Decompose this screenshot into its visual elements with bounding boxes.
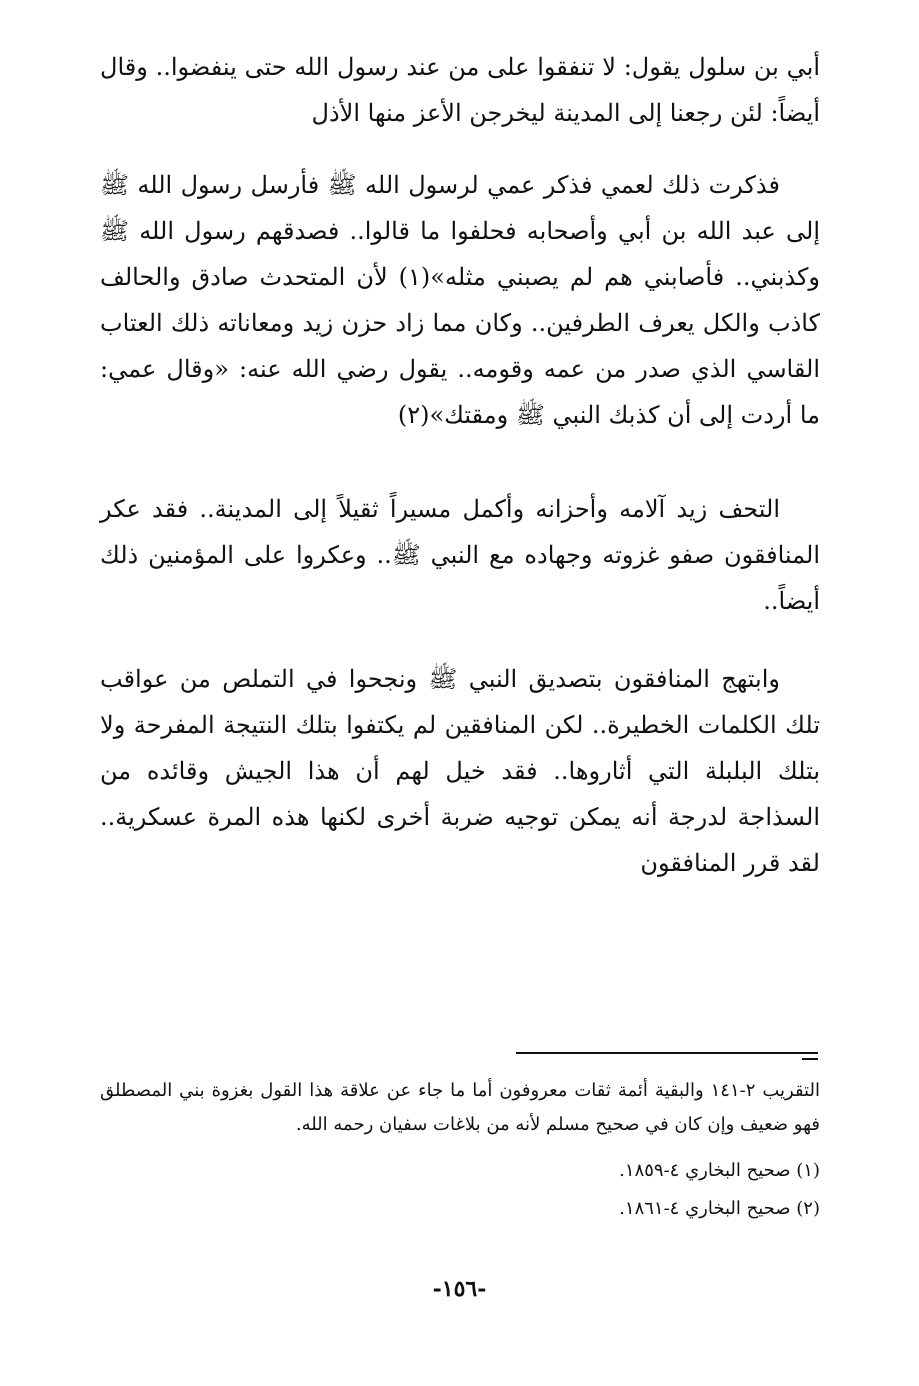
paragraph-1-text: أبي بن سلول يقول: لا تنفقوا على من عند رسول الله حتى ينفضوا.. وقال أيضاً: لئن رجعنا إلى المدينة ليخرجن الأعز منها الأذل bbox=[100, 53, 820, 127]
paragraph-2 bbox=[100, 162, 820, 438]
paragraph-1 bbox=[100, 44, 820, 136]
footnote-1-text: (١) صحيح البخاري ٤-١٨٥٩. bbox=[619, 1160, 820, 1181]
footnote-separator-mark bbox=[802, 1052, 818, 1060]
page-number: -١٥٦- bbox=[432, 1276, 487, 1302]
footnote-2 bbox=[100, 1192, 820, 1226]
footnote-continued bbox=[100, 1074, 820, 1142]
paragraph-4 bbox=[100, 656, 820, 886]
footnote-continued-text: التقريب ٢-١٤١ والبقية أئمة ثقات معروفون أما ما جاء عن علاقة هذا القول بغزوة بني المصطلق فهو ضعيف وإن كان في صحيح مسلم لأنه من بلاغات سفيان رحمه الله. bbox=[100, 1080, 820, 1135]
paragraph-4-text: وابتهج المنافقون بتصديق النبي ﷺ ونجحوا في التملص من عواقب تلك الكلمات الخطيرة.. لكن المنافقين لم يكتفوا بتلك النتيجة المفرحة ولا بتلك البلبلة التي أثاروها.. فقد خيل لهم أن هذا الجيش وقائده من السذاجة لدرجة أنه يمكن توجيه ضربة أخرى لكنها هذه المرة عسكرية.. لقد قرر المنافقون bbox=[100, 665, 821, 877]
footnote-separator bbox=[516, 1052, 818, 1054]
footnote-2-text: (٢) صحيح البخاري ٤-١٨٦١. bbox=[619, 1198, 820, 1219]
paragraph-2-text: فذكرت ذلك لعمي فذكر عمي لرسول الله ﷺ فأرسل رسول الله ﷺ إلى عبد الله بن أبي وأصحابه فحلفوا ما قالوا.. فصدقهم رسول الله ﷺ وكذبني.. فأصابني هم لم يصبني مثله»(١) لأن المتحدث صادق والحالف كاذب والكل يعرف الطرفين.. وكان مما زاد حزن زيد ومعاناته ذلك العتاب القاسي الذي صدر من عمه وقومه.. يقول رضي الله عنه: «وقال عمي: ما أردت إلى أن كذبك النبي ﷺ ومقتك»(٢) bbox=[100, 171, 820, 429]
paragraph-3-text: التحف زيد آلامه وأحزانه وأكمل مسيراً ثقيلاً إلى المدينة.. فقد عكر المنافقون صفو غزوته وجهاده مع النبي ﷺ.. وعكروا على المؤمنين ذلك أيضاً.. bbox=[100, 495, 820, 615]
paragraph-3 bbox=[100, 486, 820, 624]
footnote-1 bbox=[100, 1154, 820, 1188]
